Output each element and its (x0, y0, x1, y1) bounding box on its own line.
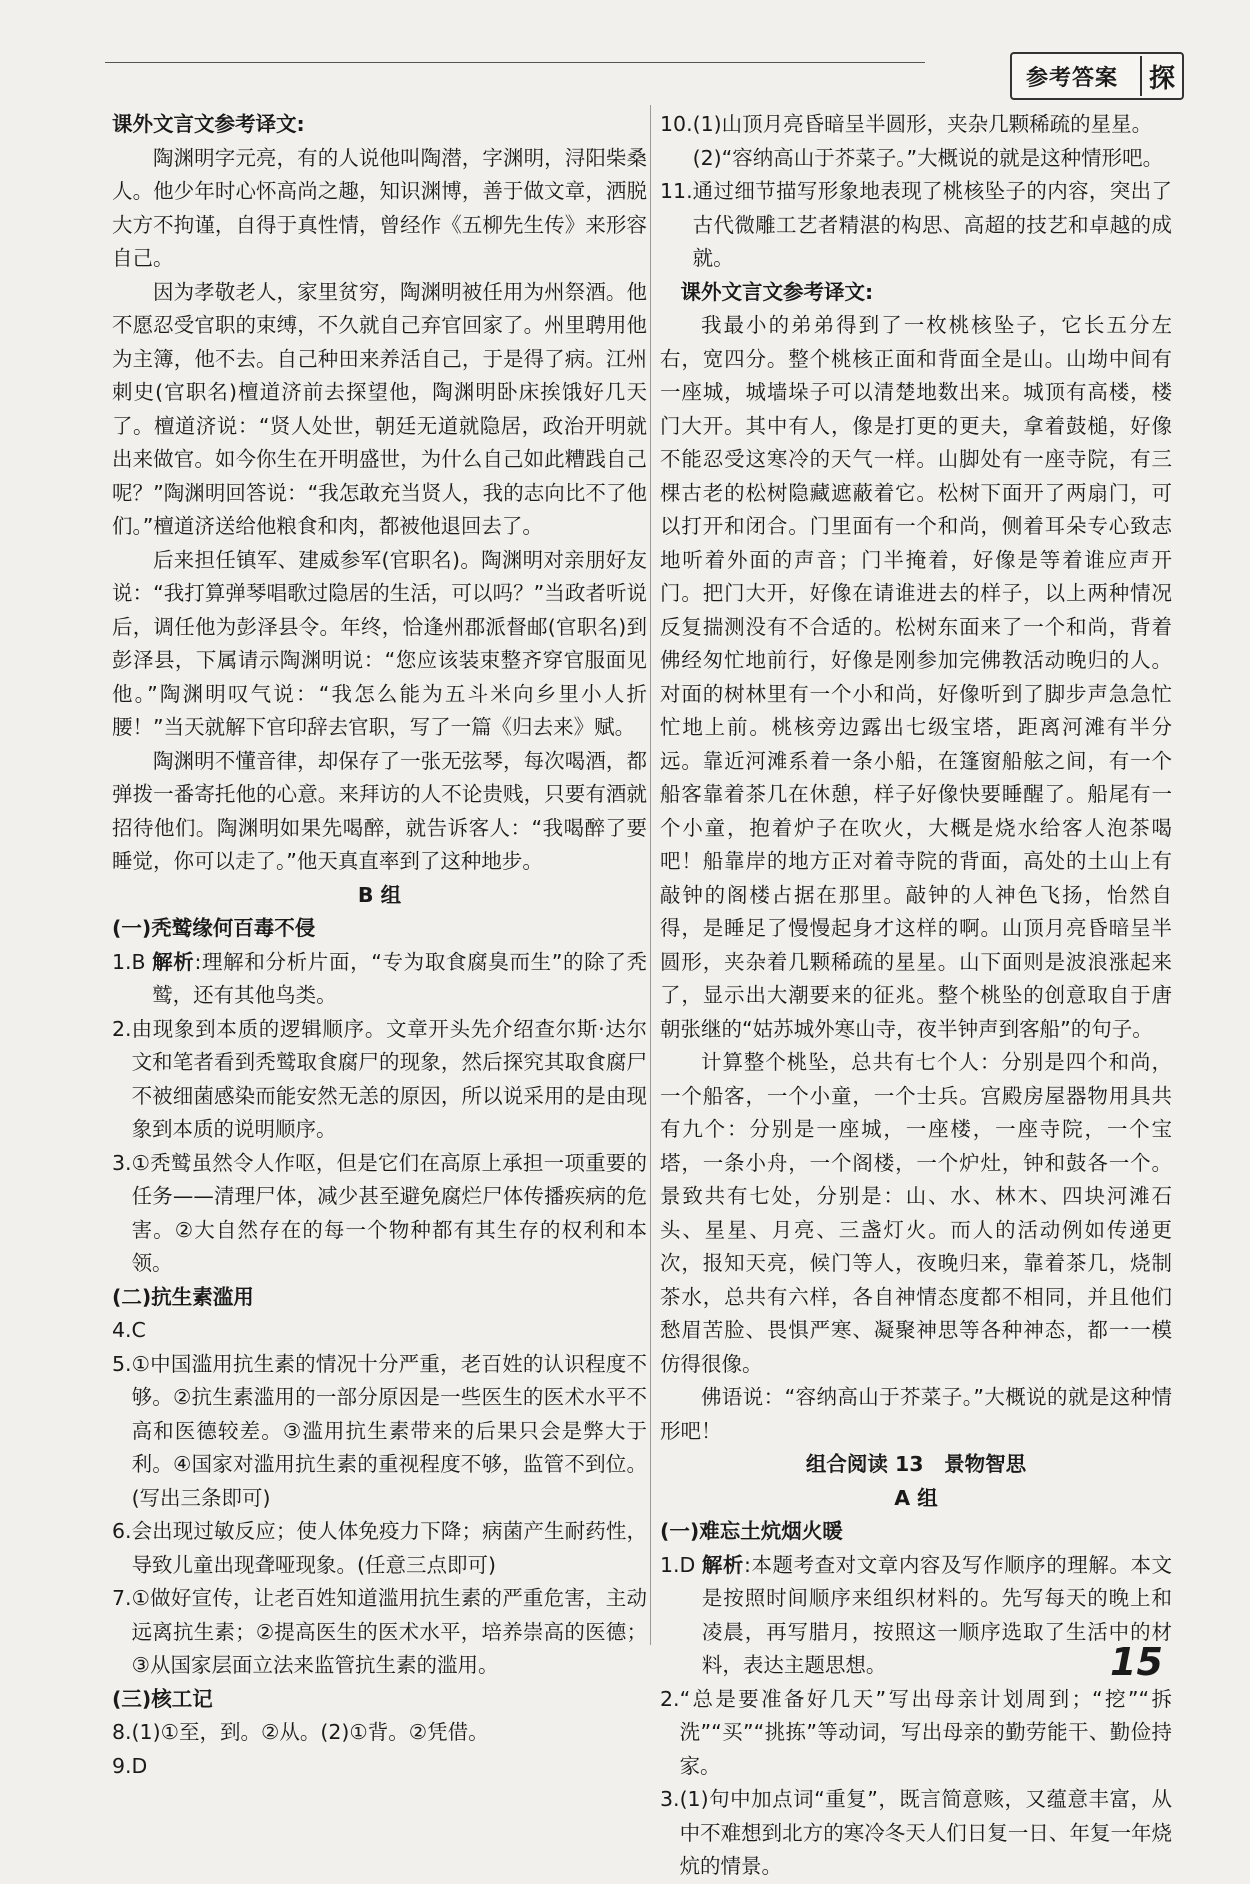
paragraph: 因为孝敬老人，家里贫穷，陶渊明被任用为州祭酒。他不愿忍受官职的束缚，不久就自己弃官回家了。州里聘用他为主簿，他不去。自己种田来养活自己，于是得了病。江州刺史(官职名)檀道济前去探望他，陶渊明卧床挨饿好几天了。檀道济说：“贤人处世，朝廷无道就隐居，政治开明就出来做官。如今你生在开明盛世，为什么自己如此糟践自己呢？”陶渊明回答说：“我怎敢充当贤人，我的志向比不了他们。”檀道济送给他粮食和肉，都被他退回去了。 (112, 279, 647, 538)
left-column (112, 108, 647, 1783)
answer-item (112, 1013, 647, 1147)
answer-number: 6. (112, 1519, 132, 1543)
answer-item: 4.C (112, 1318, 146, 1342)
paragraph: 陶渊明字元亮，有的人说他叫陶潜，字渊明，浔阳柴桑人。他少年时心怀高尚之趣，知识渊博，善于做文章，洒脱大方不拘谨，自得于真性情，曾经作《五柳先生传》来形容自己。 (112, 145, 647, 270)
answer-number: 1.D (660, 1552, 702, 1577)
group-heading: A 组 (894, 1485, 938, 1510)
paragraph: 计算整个桃坠，总共有七个人：分别是四个和尚，一个船客，一个小童，一个士兵。宫殿房屋器物用具共有九个：分别是一座城，一座楼，一座寺院，一个宝塔，一条小舟，一个阁楼，一个炉灶，钟和鼓各一个。景致共有七处，分别是：山、水、林木、四块河滩石头、星星、月亮、三盏灯火。而人的活动例如传递更次，报知天亮，候门等人，夜晚归来，靠着茶几，烧制茶水，总共有六样，各自神情态度都不相同，并且他们愁眉苦脸、畏惧严寒、凝聚神思等各种神态，都一一模仿得很像。 (660, 1050, 1172, 1376)
answer-item: 9.D (112, 1753, 148, 1778)
section-title: (一)秃鹫缘何百毒不侵 (112, 916, 316, 940)
translation-heading: 课外文言文参考译文: (680, 279, 874, 304)
answer-item (660, 1783, 1172, 1884)
answer-item (660, 1549, 1172, 1683)
header-rule (105, 62, 925, 63)
answer-text (693, 108, 1172, 175)
section-title: (三)核工记 (112, 1686, 213, 1711)
answer-item (112, 946, 647, 1013)
answer-number: 3. (660, 1787, 680, 1811)
header-title: 参考答案 (1026, 65, 1119, 91)
page-number: 15 (1110, 1640, 1163, 1684)
answer-body: :本题考查对文章内容及写作顺序的理解。本文是按照时间顺序来组织材料的。先写每天的晚上和凌晨，再写腊月，按照这一顺序选取了生活中的材料，表达主题思想。 (701, 1552, 1173, 1677)
analysis-label: 解析 (152, 949, 195, 974)
section-heading: 组合阅读 13 景物智思 (805, 1452, 1027, 1476)
answer-number: 5. (112, 1351, 132, 1376)
answer-number: 3. (112, 1150, 132, 1175)
answer-body: :理解和分析片面，“专为取食腐臭而生”的除了秃鹫，还有其他鸟类。 (152, 949, 647, 1007)
answer-subitem: (1)山顶月亮昏暗呈半圆形，夹杂几颗稀疏的星星。 (692, 112, 1153, 136)
answer-text: “总是要准备好几天”写出母亲计划周到；“挖”“拆洗”“买”“挑拣”等动词，写出母亲的勤劳能干、勤俭持家。 (679, 1686, 1172, 1778)
section-title: (一)难忘土炕烟火暖 (660, 1519, 843, 1543)
answer-text: ①中国滥用抗生素的情况十分严重，老百姓的认识程度不够。②抗生素滥用的一部分原因是一些医生的医术水平不高和医德较差。③滥用抗生素带来的后果只会是弊大于利。④国家对滥用抗生素的重视程度不够，监管不到位。(写出三条即可) (131, 1351, 647, 1510)
answer-text: ①做好宣传，让老百姓知道滥用抗生素的严重危害，主动远离抗生素；②提高医生的医术水平，培养崇高的医德；③从国家层面立法来监管抗生素的滥用。 (131, 1586, 647, 1677)
answer-number: 11. (660, 179, 693, 203)
answer-text: 由现象到本质的逻辑顺序。文章开头先介绍查尔斯·达尔文和笔者看到秃鹫取食腐尸的现象，然后探究其取食腐尸不被细菌感染而能安然无恙的原因，所以说采用的是由现象到本质的说明顺序。 (131, 1016, 647, 1141)
translation-heading: 课外文言文参考译文: (112, 112, 305, 136)
paragraph: 我最小的弟弟得到了一枚桃核坠子，它长五分左右，宽四分。整个桃核正面和背面全是山。山坳中间有一座城，城墙垛子可以清楚地数出来。城顶有高楼，楼门大开。其中有人，像是打更的更夫，拿着鼓槌，好像不能忍受这寒冷的天气一样。山脚处有一座寺院，有三棵古老的松树隐藏遮蔽着它。松树下面开了两扇门，可以打开和闭合。门里面有一个和尚，侧着耳朵专心致志地听着外面的声音；门半掩着，好像是等着谁应声开门。把门大开，好像在请谁进去的样子，以上两种情况反复揣测没有不合适的。松树东面来了一个和尚，背着佛经匆忙地前行，好像是刚参加完佛教活动晚归的人。对面的树林里有一个小和尚，好像听到了脚步声急急忙忙地上前。桃核旁边露出七级宝塔，距离河滩有半分远。靠近河滩系着一条小船，在篷窗船舷之间，有一个船客靠着茶几在休憩，样子好像快要睡醒了。船尾有一个小童，抱着炉子在吹火，大概是烧水给客人泡茶喝吧！船靠岸的地方正对着寺院的背面，高处的土山上有敲钟的阁楼占据在那里。敲钟的人神色飞扬，怡然自得，是睡足了慢慢起身才这样的啊。山顶月亮昏暗呈半圆形，夹杂着几颗稀疏的星星。山下面则是波浪涨起来了，显示出大潮要来的征兆。整个桃坠的创意取自于唐朝张继的“姑苏城外寒山寺，夜半钟声到客船”的句子。 (660, 313, 1172, 1041)
section-title: (二)抗生素滥用 (112, 1284, 254, 1309)
answer-text (152, 946, 647, 1013)
analysis-label: 解析 (701, 1552, 744, 1577)
answer-text: ①秃鹫虽然令人作呕，但是它们在高原上承担一项重要的任务——清理尸体，减少甚至避免腐烂尸体传播疾病的危害。②大自然存在的每一个物种都有其生存的权利和本领。 (131, 1150, 647, 1275)
answer-text: 通过细节描写形象地表现了桃核坠子的内容，突出了古代微雕工艺者精湛的构思、高超的技艺和卓越的成就。 (692, 179, 1172, 270)
answer-number: 1.B (112, 949, 153, 974)
answer-text: (1)句中加点词“重复”，既言简意赅，又蕴意丰富，从中不难想到北方的寒冷冬天人们日复一日、年复一年烧炕的情景。 (679, 1787, 1172, 1878)
answer-text (702, 1549, 1172, 1683)
paragraph: 陶渊明不懂音律，却保存了一张无弦琴，每次喝酒，都弹拨一番寄托他的心意。来拜访的人不论贵贱，只要有酒就招待他们。陶渊明如果先喝醉，就告诉客人：“我喝醉了要睡觉，你可以走了。”他天真直率到了这种地步。 (112, 748, 647, 873)
answer-item: 8.(1)①至，到。②从。(2)①背。②凭借。 (112, 1720, 489, 1744)
answer-number: 7. (112, 1586, 132, 1610)
answer-number: 2. (112, 1016, 132, 1041)
answer-item (112, 1582, 647, 1683)
answer-subitem: (2)“容纳高山于芥菜子。”大概说的就是这种情形吧。 (692, 145, 1164, 170)
publisher-logo-icon: 探 (1140, 56, 1182, 96)
answer-number: 10. (660, 112, 693, 136)
answer-item (660, 1683, 1172, 1784)
answer-item (660, 108, 1172, 175)
group-heading: B 组 (357, 882, 402, 907)
answer-item (112, 1515, 647, 1582)
paragraph: 后来担任镇军、建威参军(官职名)。陶渊明对亲朋好友说：“我打算弹琴唱歌过隐居的生活，可以吗？”当政者听说后，调任他为彭泽县令。年终，恰逢州郡派督邮(官职名)到彭泽县，下属请示陶渊明说：“您应该装束整齐穿官服面见他。”陶渊明叹气说：“我怎么能为五斗米向乡里小人折腰！”当天就解下官印辞去官职，写了一篇《归去来》赋。 (112, 547, 647, 739)
header-badge (1010, 52, 1184, 100)
answer-number: 2. (660, 1686, 680, 1711)
paragraph: 佛语说：“容纳高山于芥菜子。”大概说的就是这种情形吧！ (660, 1385, 1172, 1443)
answer-item (112, 1348, 647, 1516)
answer-text: 会出现过敏反应；使人体免疫力下降；病菌产生耐药性，导致儿童出现聋哑现象。(任意三点即可) (131, 1519, 647, 1577)
answer-item (660, 175, 1172, 276)
column-divider (650, 105, 651, 1645)
answer-item (112, 1147, 647, 1281)
right-column (660, 108, 1172, 1884)
